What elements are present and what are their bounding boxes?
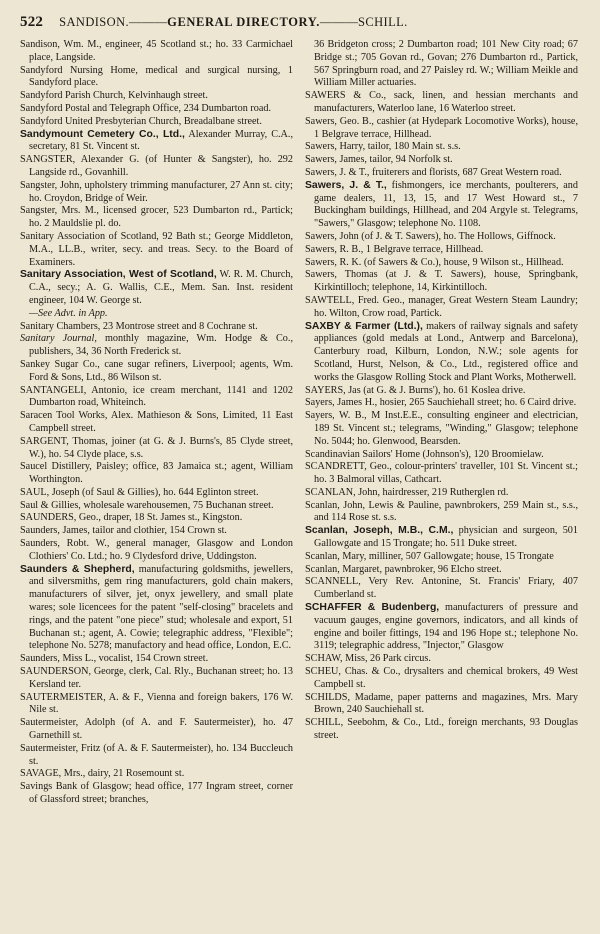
entry-text: Saunders, Robt. W., general manager, Glasgow and London Clothiers' Co. Ltd.; ho. 9 Clydesford drive, Uddingston.	[20, 538, 293, 562]
entry-text: Sankey Sugar Co., cane sugar refiners, Liverpool; agents, Wm. Ford & Sons, Ltd., 86 Wilson st.	[20, 358, 293, 383]
directory-entry	[20, 410, 293, 436]
entry-text: Sangster, Mrs. M., licensed grocer, 523 Dumbarton rd., Partick; ho. 2 Mauldslie pl. do.	[20, 205, 293, 230]
entry-text: Saul & Gillies, wholesale warehousemen, 75 Buchanan street.	[20, 499, 274, 511]
entry-text: SARGENT, Thomas, joiner (at G. & J. Burns's, 85 Clyde street, W.), ho. 54 Clyde place, s.s.	[20, 435, 293, 460]
directory-entry	[20, 768, 293, 781]
entry-text: SCANDRETT, Geo., colour-printers' traveller, 101 St. Vincent st.; ho. 3 Balmoral villas, Cathcart.	[305, 461, 578, 486]
directory-entry	[305, 576, 578, 602]
directory-entry	[20, 180, 293, 206]
entry-text: Scandinavian Sailors' Home (Johnson's), 120 Broomielaw.	[305, 448, 544, 460]
page-number: 522	[20, 14, 44, 30]
directory-entry	[305, 410, 578, 448]
entry-text: Sandyford United Presbyterian Church, Breadalbane street.	[20, 115, 262, 127]
entry-text: SAUL, Joseph (of Saul & Gillies), ho. 644 Eglinton street.	[20, 486, 259, 498]
directory-entry	[20, 717, 293, 743]
directory-entry	[305, 487, 578, 500]
entry-text: Saucel Distillery, Paisley; office, 83 Jamaica st.; agent, William Worthington.	[20, 461, 293, 486]
header-dash-left: ———	[129, 15, 168, 29]
entry-text: W. R. M. Church, C.A., secy.; A. G. Wallis, C.E., Mem. San. Inst. resident engineer, 104 W. George st.	[29, 269, 293, 306]
entry-text: Sawers, J. & T., fruiterers and florists, 687 Great Western road.	[305, 166, 562, 178]
entry-text: Saunders, Miss L., vocalist, 154 Crown street.	[20, 653, 209, 665]
header-right-name: SCHILL.	[358, 15, 408, 29]
directory-entry	[20, 333, 293, 359]
entry-text: Sanitary Chambers, 23 Montrose street and 8 Cochrane st.	[20, 320, 258, 332]
entry-text: Sawers, Geo. B., cashier (at Hydepark Locomotive Works), house, 1 Belgrave terrace, Hillhead.	[305, 115, 578, 140]
directory-entry	[20, 116, 293, 129]
entry-text: SAWTELL, Fred. Geo., manager, Great Western Steam Laundry; ho. Wilton, Crow road, Partick.	[305, 294, 578, 319]
directory-entry	[20, 666, 293, 692]
directory-columns	[20, 39, 579, 807]
entry-text: SCHAW, Miss, 26 Park circus.	[305, 653, 431, 665]
directory-entry	[305, 692, 578, 718]
directory-entry	[20, 385, 293, 411]
entry-text: SAUNDERSON, George, clerk, Cal. Rly., Buchanan street; ho. 13 Kersland ter.	[20, 666, 293, 690]
entry-text: SANGSTER, Alexander G. (of Hunter & Sangster), ho. 292 Langside rd., Govanhill.	[20, 154, 293, 178]
directory-entry	[305, 500, 578, 526]
entry-text: Sautermeister, Adolph (of A. and F. Sautermeister), ho. 47 Garnethill st.	[20, 717, 293, 742]
entry-text: Sandison, Wm. M., engineer, 45 Scotland st.; ho. 33 Carmichael place, Langside.	[20, 39, 293, 63]
directory-entry	[305, 653, 578, 666]
entry-bold-name: SCHAFFER & Budenberg,	[305, 602, 440, 614]
directory-entry	[305, 244, 578, 257]
entry-text: Sangster, John, upholstery trimming manufacturer, 27 Ann st. city; ho. Croydon, Bridge of Weir.	[20, 179, 293, 204]
entry-text: physician and surgeon, 501 Gallowgate and 15 Trongate; ho. 511 Duke street.	[314, 525, 578, 550]
directory-entry	[20, 487, 293, 500]
entry-text: Sawers, John (of J. & T. Sawers), ho. The Hollows, Giffnock.	[305, 230, 556, 242]
directory-entry	[305, 231, 578, 244]
entry-text: manufacturing goldsmiths, jewellers, and silversmiths, gem ring manufacturers, gold chain makers, manufacturers of silver, jet, onyx jewellery, and small plate wares; sole licencees for the patent "self-closing" bracelets and rings, and the patent "one piece" stud; wholesale and export, 51 Buchanan st.; agent, A. Cowie; telegraphic address, "Flexible"; telephone No. 5278; manufactory and head office, London, E.C.	[29, 563, 293, 652]
directory-entry	[20, 653, 293, 666]
directory-entry	[305, 385, 578, 398]
entry-text: SCHILDS, Madame, paper patterns and magazines, Mrs. Mary Brown, 240 Sauchiehall st.	[305, 691, 578, 716]
entry-text: Sandyford Parish Church, Kelvinhaugh street.	[20, 90, 208, 102]
directory-entry	[20, 129, 293, 155]
entry-text: Sandyford Nursing Home, medical and surgical nursing, 1 Sandyford place.	[20, 64, 293, 89]
entry-text: Saunders, James, tailor and clothier, 154 Crown st.	[20, 525, 227, 537]
directory-entry	[305, 141, 578, 154]
directory-entry	[305, 167, 578, 180]
entry-text: SANTANGELI, Antonio, ice cream merchant, 1141 and 1202 Dumbarton road, Whiteinch.	[20, 384, 293, 409]
directory-entry	[305, 321, 578, 385]
entry-text: SCHEU, Chas. & Co., drysalters and chemical brokers, 49 West Campbell st.	[305, 666, 578, 690]
entry-text: SAYERS, Jas (at G. & J. Burns'), ho. 61 Koslea drive.	[305, 384, 526, 396]
entry-text: SCHILL, Seebohm, & Co., Ltd., foreign merchants, 93 Douglas street.	[305, 717, 578, 742]
entry-text: 36 Bridgeton cross; 2 Dumbarton road; 101 New City road; 67 Bridge st.; 705 Govan rd., Govan; 276 Dumbarton rd., Partick, 567 Springburn road, and 27 Paisley rd. W.; William Meikle and William Miller actuaries.	[314, 39, 578, 89]
right-column	[305, 39, 578, 807]
entry-text: Alexander Murray, C.A., secretary, 81 St. Vincent st.	[29, 128, 294, 153]
entry-bold-name: SAXBY & Farmer (Ltd.),	[305, 320, 423, 332]
directory-entry	[20, 154, 293, 180]
directory-entry	[305, 90, 578, 116]
directory-entry	[305, 666, 578, 692]
entry-text: Sawers, R. K. (of Sawers & Co.), house, 9 Wilson st., Hillhead.	[305, 256, 564, 268]
entry-bold-name: Scanlan, Joseph, M.B., C.M.,	[305, 525, 454, 537]
directory-entry	[20, 525, 293, 538]
entry-text: Sanitary Association of Scotland, 92 Bath st.; George Middleton, M.A., LL.B., writer, secy. and treas. Secy. to the Board of Examiners.	[20, 230, 293, 268]
directory-entry	[305, 602, 578, 653]
header-left-name: SANDISON.	[59, 15, 130, 29]
directory-entry	[20, 781, 293, 807]
entry-text: Sawers, R. B., 1 Belgrave terrace, Hillhead.	[305, 243, 484, 255]
directory-entry	[20, 205, 293, 231]
directory-entry	[305, 180, 578, 231]
entry-text: makers of railway signals and safety appliances (gold medals at Lond., Antwerp and Barcelona), Canterbury road, Kilburn, London, N.W.; sole agents for Scotland, Hurst, Nelson, & Co., Ltd., registered office and works the Glasgow Rolling Stock and Plant Works, Motherwell.	[314, 320, 578, 383]
directory-entry	[305, 551, 578, 564]
entry-text: SCANLAN, John, hairdresser, 219 Rutherglen rd.	[305, 486, 509, 498]
directory-entry	[20, 436, 293, 462]
directory-entry	[20, 103, 293, 116]
entry-text: SAUTERMEISTER, A. & F., Vienna and foreign bakers, 176 W. Nile st.	[20, 691, 293, 716]
directory-entry	[20, 231, 293, 269]
directory-entry	[305, 525, 578, 551]
entry-text: monthly magazine, Wm. Hodge & Co., publishers, 34, 36 North Frederick st.	[29, 333, 293, 358]
directory-entry	[20, 461, 293, 487]
entry-bold-name: Sanitary Association, West of Scotland,	[20, 269, 217, 281]
directory-entry	[20, 538, 293, 564]
directory-entry	[20, 743, 293, 769]
directory-entry	[305, 154, 578, 167]
directory-entry	[305, 257, 578, 270]
directory-entry	[20, 65, 293, 91]
entry-text: Scanlan, Mary, milliner, 507 Gallowgate; house, 15 Trongate	[305, 550, 554, 562]
entry-bold-name: Sawers, J. & T.,	[305, 179, 387, 191]
directory-entry	[20, 692, 293, 718]
directory-entry	[20, 564, 293, 654]
directory-entry	[20, 321, 293, 334]
entry-text: SCANNELL, Very Rev. Antonine, St. Francis' Friary, 407 Cumberland st.	[305, 576, 578, 601]
entry-text: Sayers, W. B., M Inst.E.E., consulting engineer and electrician, 189 St. Vincent st.; telegrams, "Winding," Glasgow; telephone No. 5044; ho. Glenwood, Bearsden.	[305, 410, 578, 447]
directory-entry	[305, 461, 578, 487]
directory-entry	[305, 295, 578, 321]
entry-text: Scanlan, Margaret, pawnbroker, 96 Elcho street.	[305, 563, 502, 575]
entry-bold-name: Saunders & Shepherd,	[20, 563, 135, 575]
entry-text: Sayers, James H., hosier, 265 Sauchiehall street; ho. 6 Caird drive.	[305, 397, 577, 409]
directory-entry	[20, 269, 293, 307]
entry-bold-name: Sandymount Cemetery Co., Ltd.,	[20, 128, 185, 140]
directory-entry	[305, 449, 578, 462]
header-dash-right: ———	[319, 15, 359, 29]
directory-entry	[20, 500, 293, 513]
directory-entry	[305, 39, 578, 90]
left-column	[20, 39, 293, 807]
entry-text: Sawers, Harry, tailor, 180 Main st. s.s.	[305, 141, 461, 153]
directory-entry	[20, 308, 293, 321]
entry-text: Sawers, James, tailor, 94 Norfolk st.	[305, 154, 453, 166]
entry-text: SAVAGE, Mrs., dairy, 21 Rosemount st.	[20, 768, 185, 780]
entry-text: Saracen Tool Works, Alex. Mathieson & Sons, Limited, 11 East Campbell street.	[20, 410, 293, 434]
page-header	[20, 14, 579, 36]
entry-text: fishmongers, ice merchants, poulterers, and game dealers, 11, 13, 15, and 17 West Howard st., 7 Buckingham buildings, Hillhead, and 204 Argyle st. Telegrams, "Sawers," Glasgow; telephone No. 1108.	[314, 179, 578, 230]
entry-text: SAWERS & Co., sack, linen, and hessian merchants and manufacturers, Waterloo lane, 16 Waterloo street.	[305, 90, 578, 114]
directory-entry	[305, 269, 578, 295]
directory-entry	[20, 90, 293, 103]
entry-text: SAUNDERS, Geo., draper, 18 St. James st., Kingston.	[20, 512, 243, 524]
directory-entry	[20, 39, 293, 65]
entry-italic-text: Sanitary Journal,	[20, 333, 97, 345]
entry-text: Savings Bank of Glasgow; head office, 177 Ingram street, corner of Glassford street; branches,	[20, 781, 293, 806]
directory-entry	[305, 564, 578, 577]
directory-entry	[305, 116, 578, 142]
directory-entry	[305, 717, 578, 743]
directory-entry	[20, 512, 293, 525]
directory-entry	[305, 397, 578, 410]
entry-italic-text: —See Advt. in App.	[29, 307, 108, 319]
directory-entry	[20, 359, 293, 385]
entry-text: Sawers, Thomas (at J. & T. Sawers), house, Springbank, Kirkintilloch; telephone, 14, Kirkintilloch.	[305, 269, 578, 294]
header-title: GENERAL DIRECTORY.	[167, 15, 320, 29]
entry-text: Sandyford Postal and Telegraph Office, 234 Dumbarton road.	[20, 102, 271, 114]
entry-text: Sautermeister, Fritz (of A. & F. Sautermeister), ho. 134 Buccleuch st.	[20, 742, 293, 767]
entry-text: Scanlan, John, Lewis & Pauline, pawnbrokers, 259 Main st., s.s., and 114 Rose st. s.s.	[305, 499, 578, 524]
entry-text: manufacturers of pressure and vacuum gauges, engine governors, indicators, and all kinds of engine and boiler fittings, 194 and 196 Hope st.; telephone No. 3119; telegraphic address, "Injector," Glasgow	[314, 602, 578, 652]
